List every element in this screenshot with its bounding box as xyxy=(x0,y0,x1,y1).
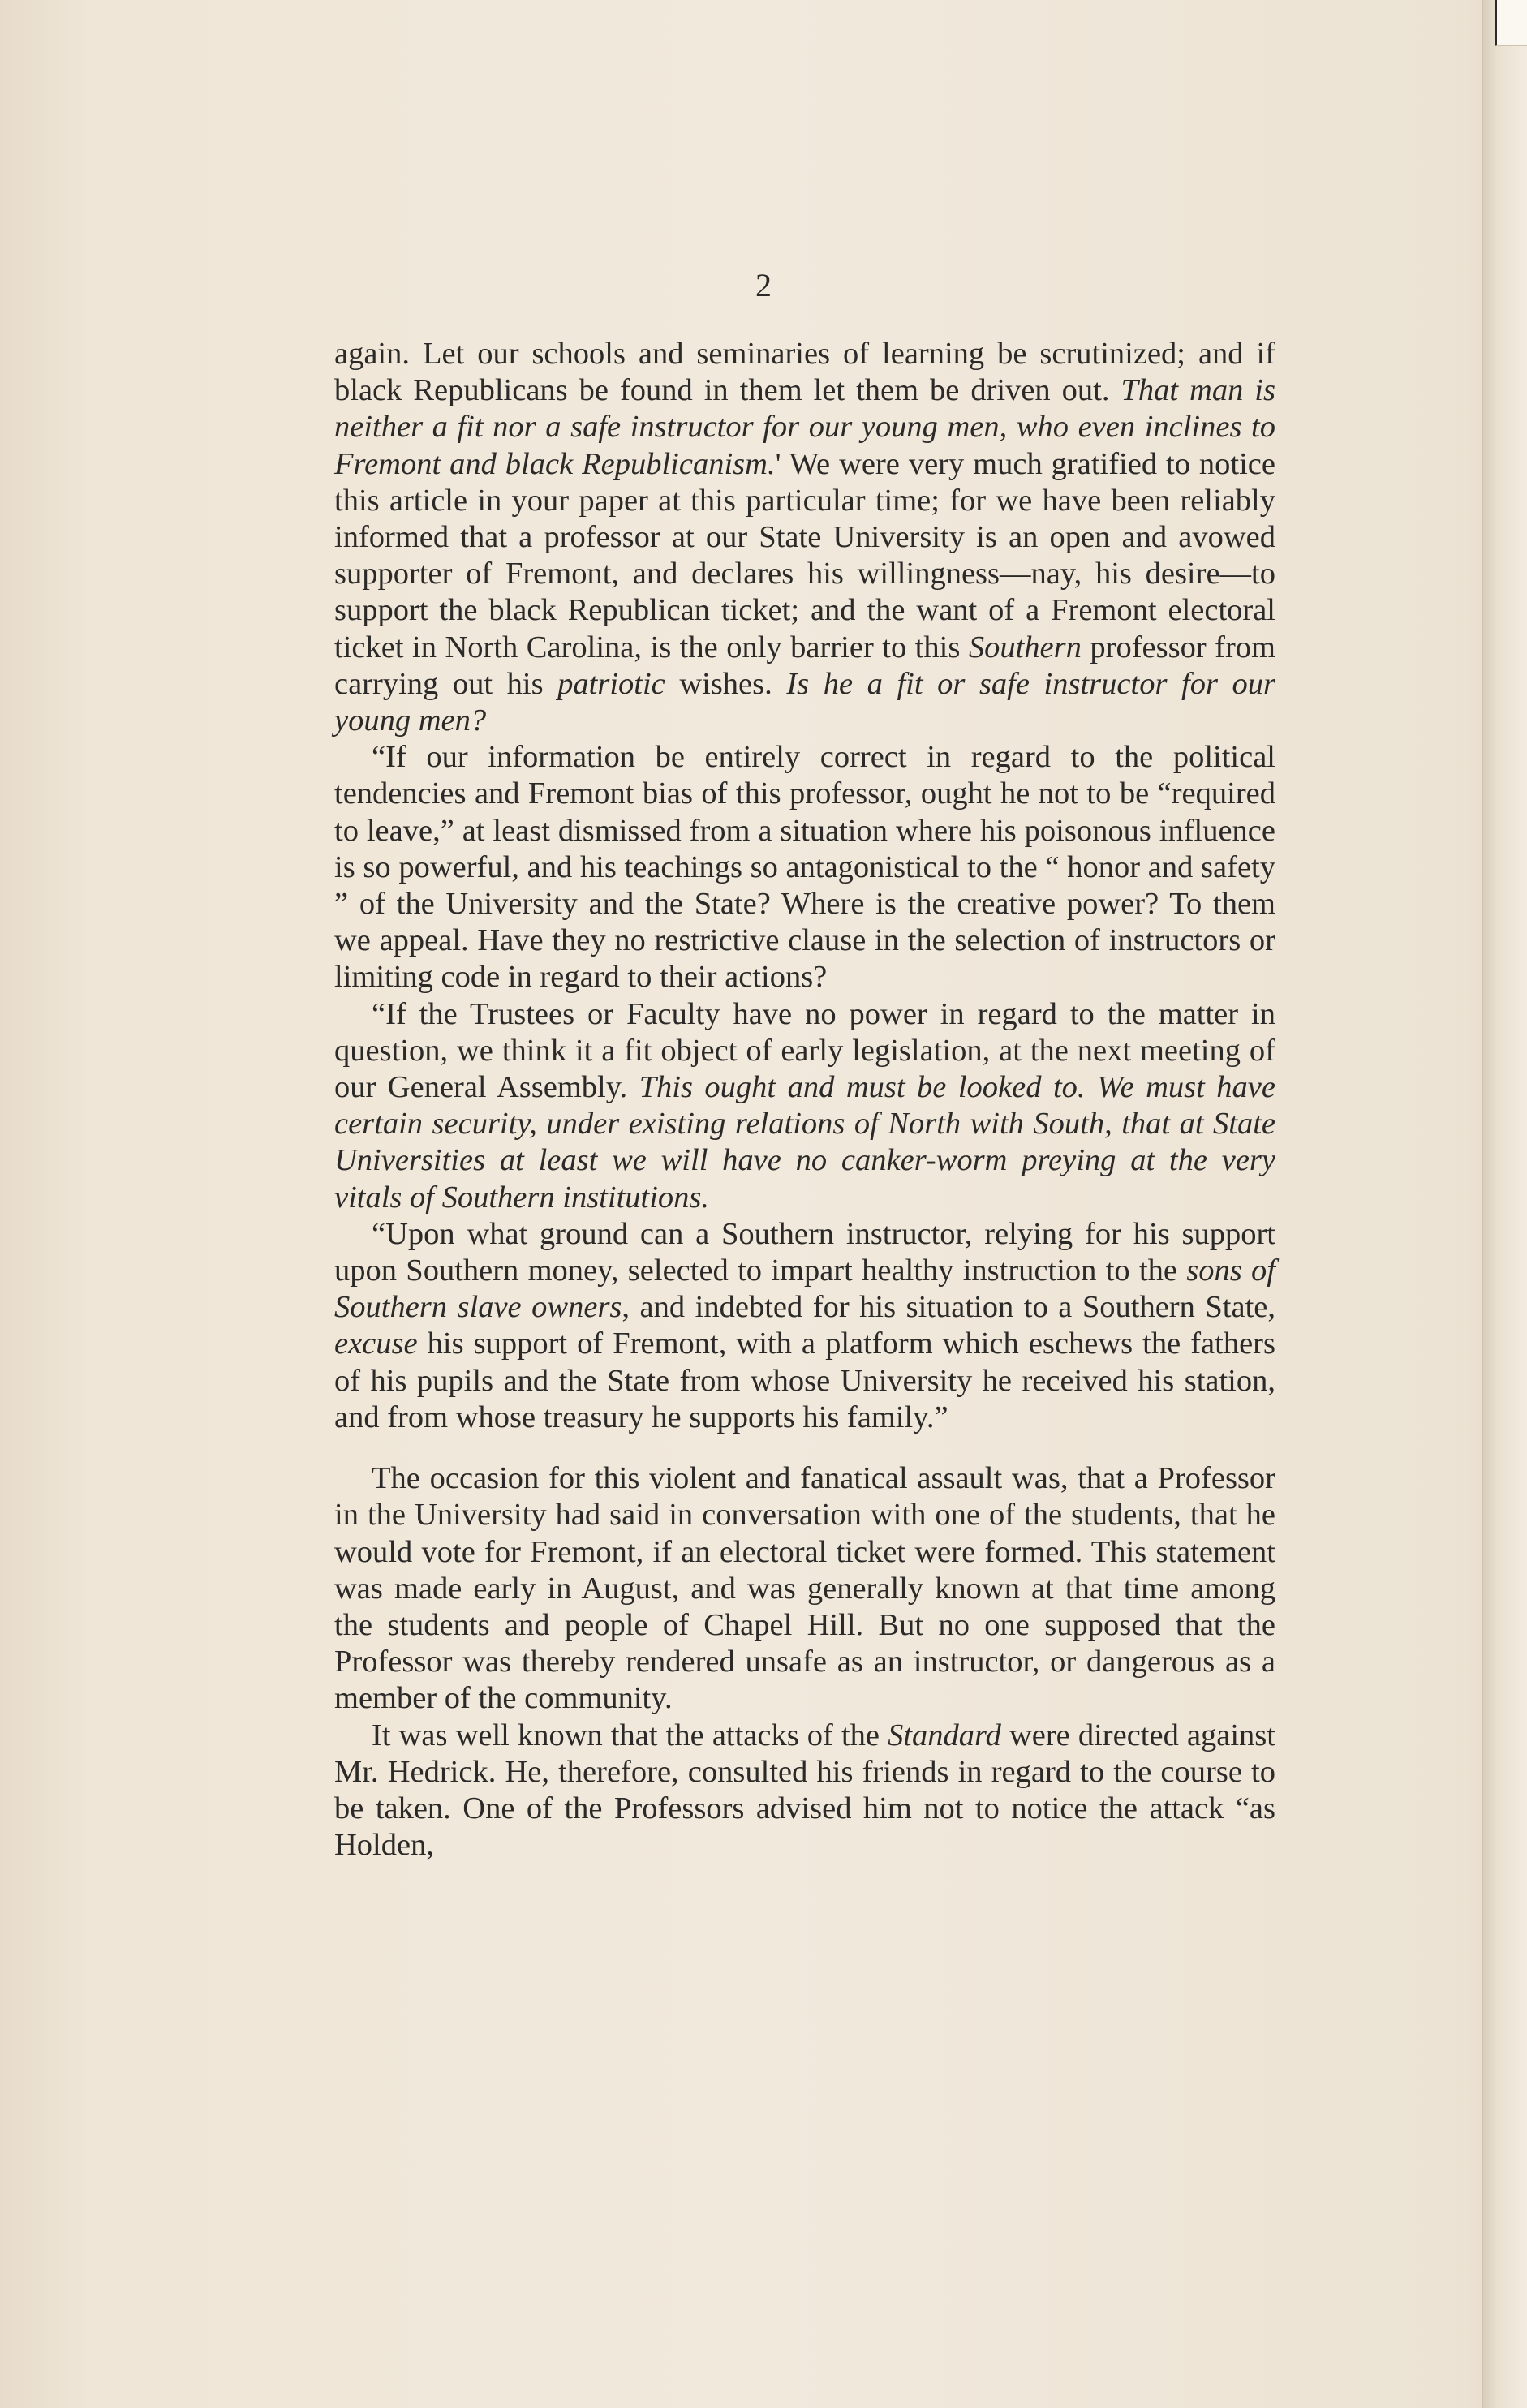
text-segment: “Upon what ground can a Southern instructor, relying for his support upon Southern money, selected to impart healthy instruction to the xyxy=(334,1216,1275,1288)
body-text xyxy=(334,336,1275,1864)
page-number: 2 xyxy=(755,267,772,303)
paragraph-attacks xyxy=(334,1718,1275,1864)
text-segment: The occasion for this violent and fanatical assault was, that a Professor in the University had said in conversation with one of the students, that he would vote for Fremont, if an electoral ticket were formed. This statement was made early in August, and was generally known at that time among the students and people of Chapel Hill. But no one supposed that the Professor was thereby rendered unsafe as an instructor, or dangerous as a member of the community. xyxy=(334,1461,1275,1716)
text-segment: , and indebted for his situation to a Southern State, xyxy=(622,1290,1275,1325)
italic-segment: Southern xyxy=(968,630,1082,664)
italic-segment: sons of Southern slave owners xyxy=(334,1253,1275,1325)
text-segment: again. Let our schools and seminaries of learning be scrutinized; and if black Republicans be found in them let them be driven out. xyxy=(334,337,1275,408)
paragraph-occasion xyxy=(334,1460,1275,1717)
italic-segment: excuse xyxy=(334,1327,418,1361)
text-segment: wishes. xyxy=(665,666,787,701)
text-segment: his support of Fremont, with a platform which eschews the fathers of his pupils and the State from whose University he received his station, and from whose treasury he supports his family.” xyxy=(334,1327,1275,1434)
paragraph-quote-information xyxy=(334,739,1275,995)
text-segment: It was well known that the attacks of the xyxy=(372,1718,888,1752)
next-page-edge xyxy=(1482,0,1527,2408)
italic-segment: That man is neither a fit nor a safe instructor for our young men, who even inclines to Fremont and black Republicanism. xyxy=(334,373,1275,481)
text-segment: “If our information be entirely correct in regard to the political tendencies and Fremont bias of this professor, ought he not to be “required to leave,” at least dismissed from a situation where his poisonous influence is so powerful, and his teachings so antagonistical to the “ honor and safety ” of the University and the State? Where is the creative power? To them we appeal. Have they no restrictive clause in the selection of instructors or limiting code in regard to their actions? xyxy=(334,740,1275,995)
paragraph-continuation xyxy=(334,336,1275,739)
paragraph-quote-trustees xyxy=(334,996,1275,1216)
italic-segment: patriotic xyxy=(557,666,665,701)
italic-segment: Standard xyxy=(888,1718,1001,1752)
text-segment: ' We were very much gratified to notice this article in your paper at this particular time; for we have been reliably informed that a professor at our State University is an open and avowed supporter of Fremont, and declares his willingness—nay, his desire—to support the black Republican ticket; and the want of a Fremont electoral ticket in North Carolina, is the only barrier to this xyxy=(334,446,1275,664)
italic-segment: This ought and must be looked to. We must have certain security, under existing relations of North with South, that at State Universities at least we will have no canker-worm preying at the very vitals of Southern institutions. xyxy=(334,1070,1275,1215)
paragraph-quote-southern-instructor xyxy=(334,1216,1275,1436)
text-segment: professor from carrying out his xyxy=(334,630,1276,701)
text-segment: were directed against Mr. Hedrick. He, therefore, consulted his friends in regard to the course to be taken. One of the Professors advised him not to notice the attack “as Holden, xyxy=(334,1718,1275,1863)
page-corner-tab xyxy=(1495,0,1527,46)
text-segment: “If the Trustees or Faculty have no power in regard to the matter in question, we think it a fit object of early legislation, at the next meeting of our General Assembly. xyxy=(334,996,1275,1105)
italic-segment: Is he a fit or safe instructor for our young men? xyxy=(334,666,1275,738)
